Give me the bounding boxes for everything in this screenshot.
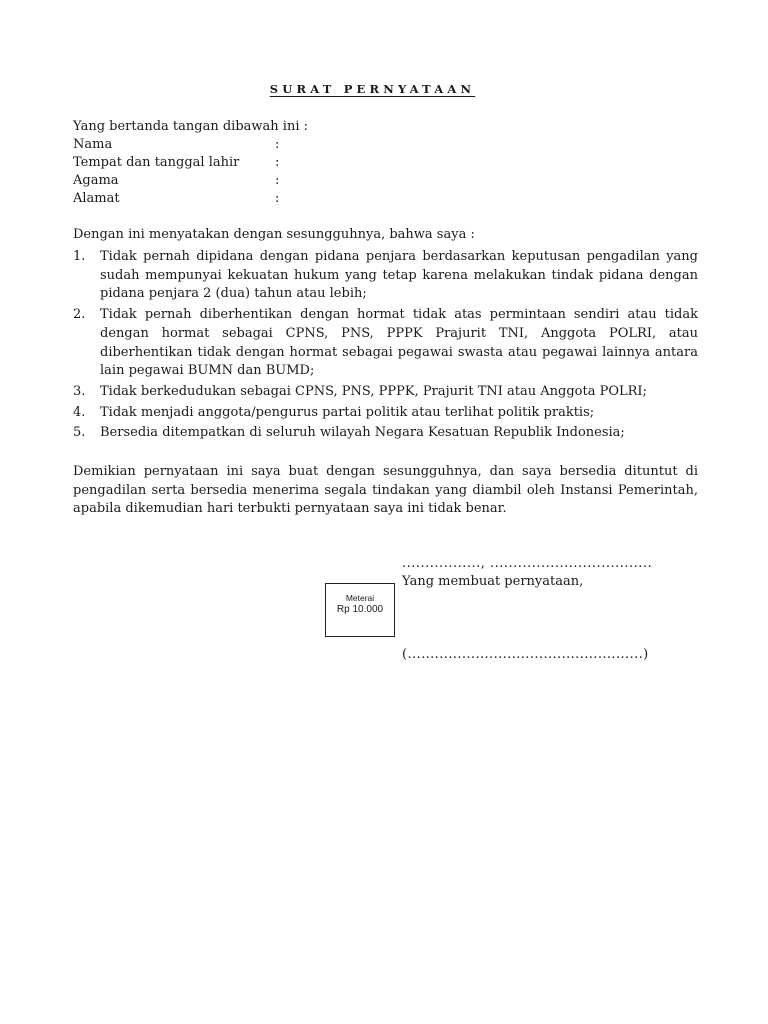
list-text: Bersedia ditempatkan di seluruh wilayah Negara Kesatuan Republik Indonesia; bbox=[100, 425, 625, 441]
list-number: 1. bbox=[73, 249, 86, 264]
list-text: Tidak berkedudukan sebagai CPNS, PNS, PPPK, Prajurit TNI atau Anggota POLRI; bbox=[100, 383, 647, 399]
field-label: Agama bbox=[73, 173, 119, 188]
field-separator: : bbox=[275, 191, 280, 206]
list-number: 2. bbox=[73, 307, 86, 323]
field-row-alamat bbox=[73, 190, 279, 208]
field-separator: : bbox=[275, 137, 280, 152]
identity-fields bbox=[73, 136, 279, 208]
list-number: 5. bbox=[73, 425, 86, 441]
list-text: Tidak menjadi anggota/pengurus partai politik atau terlihat politik praktis; bbox=[100, 404, 595, 420]
signature-maker-label: Yang membuat pernyataan, bbox=[402, 574, 584, 589]
list-number: 4. bbox=[73, 404, 86, 420]
field-label: Nama bbox=[73, 137, 113, 152]
stamp-value: Rp 10.000 bbox=[336, 604, 384, 615]
field-label: Tempat dan tanggal lahir bbox=[73, 155, 240, 170]
stamp-label: Meterai bbox=[345, 593, 375, 603]
list-text: Tidak pernah diberhentikan dengan hormat tidak atas permintaan sendiri atau tidak dengan hormat sebagai CPNS, PNS, PPPK Prajurit TNI, Anggota POLRI, atau diberhentikan tidak dengan hormat sebagai pegawai swasta atau pegawai lainnya antara lain pegawai BUMN dan BUMD; bbox=[100, 307, 698, 379]
statement-intro: Dengan ini menyatakan dengan sesungguhnya, bahwa saya : bbox=[73, 227, 475, 242]
closing-paragraph: Demikian pernyataan ini saya buat dengan sesungguhnya, dan saya bersedia dituntut di pengadilan serta bersedia menerima segala tindakan yang diambil oleh Instansi Pemerintah, apabila dikemudian hari terbukti pernyataan saya ini tidak benar. bbox=[73, 464, 698, 516]
signature-place-date: ................., ................................... bbox=[402, 556, 653, 571]
intro-text: Yang bertanda tangan dibawah ini : bbox=[73, 119, 308, 134]
list-item bbox=[73, 306, 698, 381]
list-text: Tidak pernah dipidana dengan pidana penjara berdasarkan keputusan pengadilan yang sudah mempunyai kekuatan hukum yang tetap karena melakukan tindak pidana dengan pidana penjara 2 (dua) tahun atau lebih; bbox=[100, 249, 698, 302]
list-item bbox=[73, 248, 698, 304]
field-label: Alamat bbox=[73, 191, 120, 206]
field-row-nama bbox=[73, 136, 279, 154]
meterai-stamp-box bbox=[325, 583, 395, 637]
field-separator: : bbox=[275, 155, 280, 170]
field-separator: : bbox=[275, 173, 280, 188]
field-row-agama bbox=[73, 172, 279, 190]
list-item bbox=[73, 404, 698, 423]
field-row-ttl bbox=[73, 154, 279, 172]
document-title: SURAT PERNYATAAN bbox=[269, 82, 476, 96]
list-item bbox=[73, 424, 698, 443]
list-item bbox=[73, 383, 698, 402]
statement-list bbox=[73, 248, 698, 445]
signature-name-line: (....................................................) bbox=[402, 647, 649, 662]
list-number: 3. bbox=[73, 383, 86, 399]
